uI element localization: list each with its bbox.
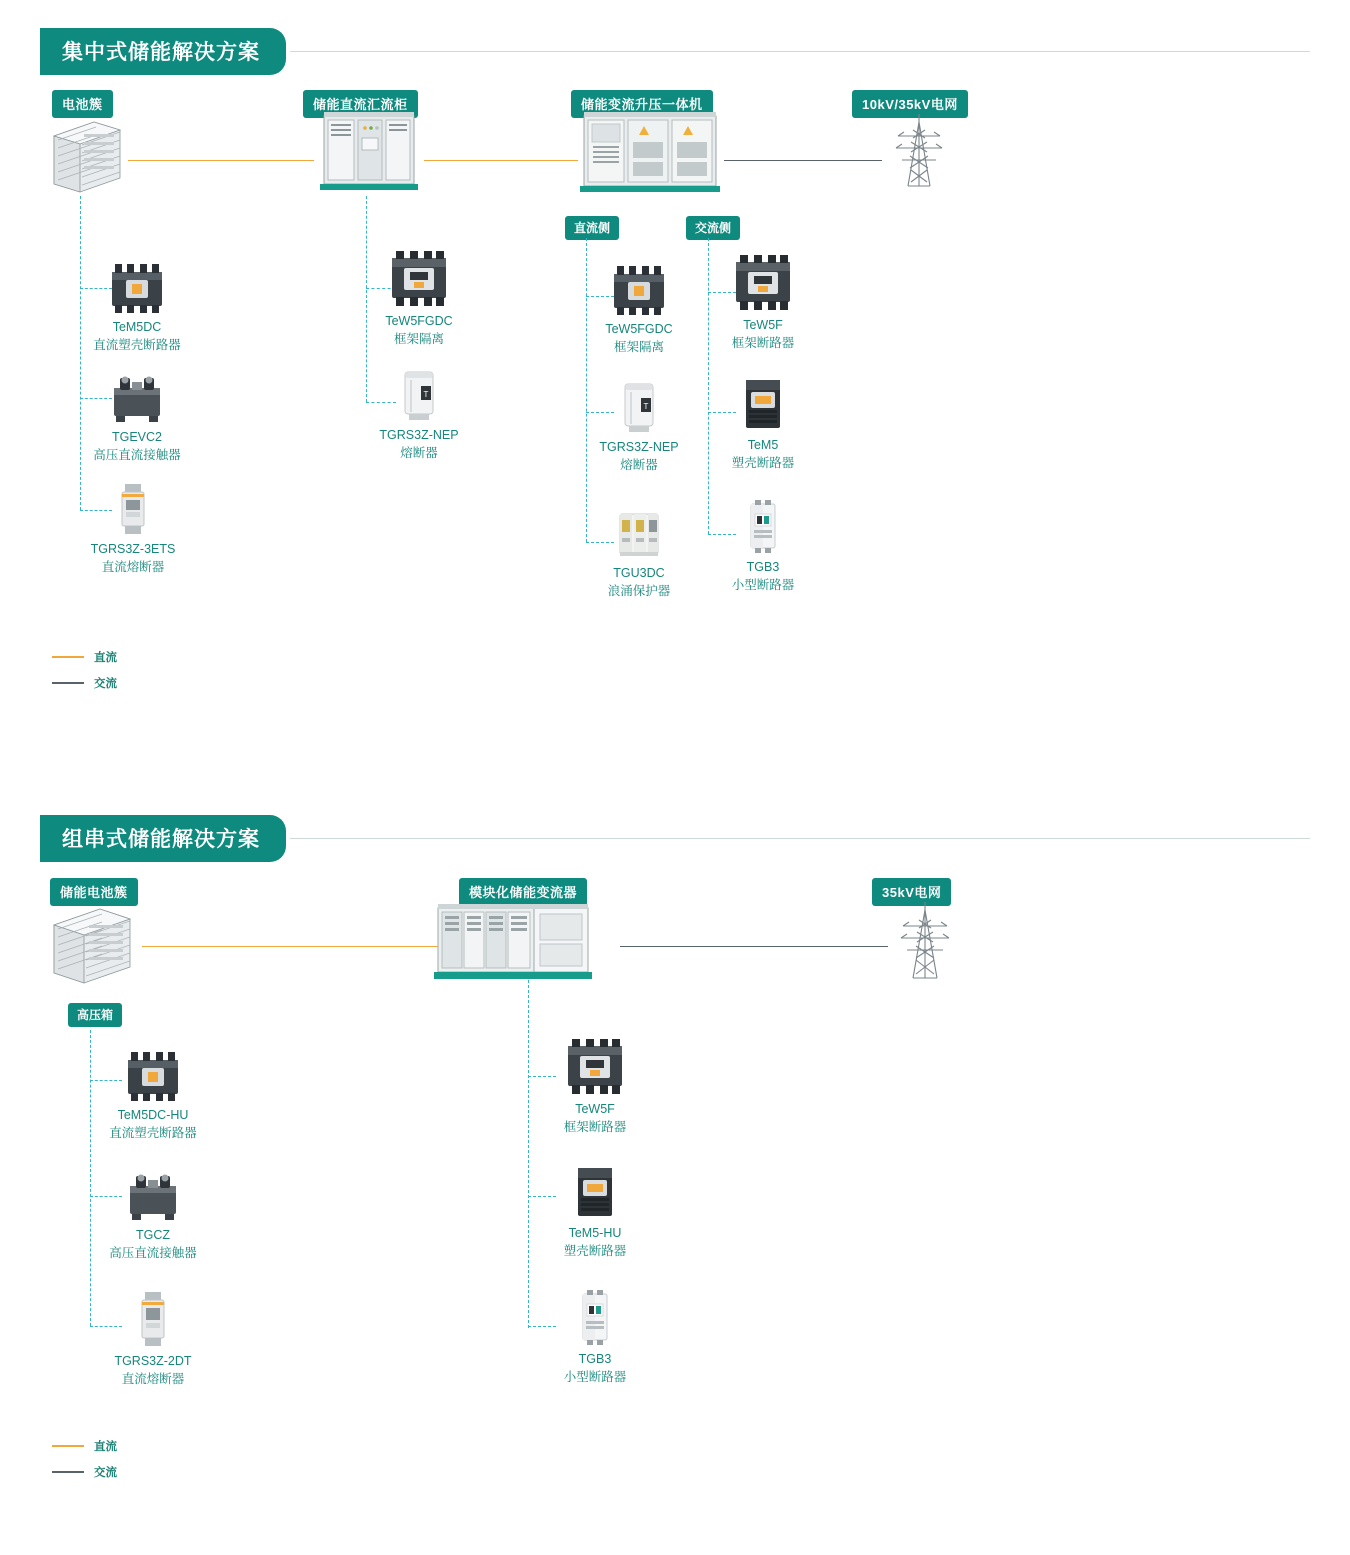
product-tew5f-ac <box>688 254 838 352</box>
product-desc: 直流熔断器 <box>101 560 165 575</box>
legend-row-dc-2 <box>52 1437 117 1455</box>
product-desc: 熔断器 <box>400 446 438 461</box>
legend-section-2 <box>52 1437 117 1489</box>
product-name: TeM5DC <box>112 320 162 334</box>
molded-case-breaker-dark-icon <box>520 1162 670 1220</box>
product-tgevc2 <box>62 366 212 464</box>
svg-text:T: T <box>643 402 649 411</box>
product-desc: 框架隔离 <box>393 332 444 347</box>
section-title-row-2 <box>40 815 1310 862</box>
branch-trunk-pcs-2 <box>528 980 529 1328</box>
legend-row-ac-2 <box>52 1463 117 1481</box>
miniature-circuit-breaker-icon <box>520 1288 670 1346</box>
stage-label-battery-cluster: 电池簇 <box>52 90 113 118</box>
transmission-tower-image <box>884 112 954 188</box>
product-desc: 框架隔离 <box>613 340 664 355</box>
product-name: TGCZ <box>135 1228 171 1242</box>
product-name: TeM5DC-HU <box>117 1108 189 1122</box>
legend-label-ac-2: 交流 <box>94 1467 117 1479</box>
section-title: 集中式储能解决方案 <box>40 28 286 75</box>
product-name: TeW5FGDC <box>605 322 673 336</box>
product-tem5-ac <box>688 374 838 472</box>
dc-contactor-icon <box>78 1164 228 1222</box>
product-desc: 塑壳断路器 <box>731 456 795 471</box>
battery-cluster-image <box>48 118 126 194</box>
product-name: TGB3 <box>578 1352 612 1366</box>
section-title-2: 组串式储能解决方案 <box>40 815 286 862</box>
product-name: TGRS3Z-3ETS <box>90 542 176 556</box>
legend-swatch-dc-2 <box>52 1445 84 1447</box>
title-divider <box>290 51 1310 52</box>
product-name: TeM5 <box>747 438 779 452</box>
product-desc: 框架断路器 <box>563 1120 627 1135</box>
product-name: TeW5FGDC <box>385 314 453 328</box>
modular-pcs-image <box>434 900 594 986</box>
stage-label-grid: 10kV/35kV电网 <box>852 90 968 118</box>
legend-label-ac: 交流 <box>94 678 117 690</box>
product-desc: 高压直流接触器 <box>93 448 181 463</box>
side-label-ac: 交流侧 <box>686 216 740 240</box>
stage-label-ess-battery-cluster: 储能电池簇 <box>50 878 138 906</box>
legend-row-ac <box>52 674 117 692</box>
cylindrical-fuse-icon <box>344 364 494 422</box>
product-name: TeW5F <box>743 318 783 332</box>
dc-combiner-cabinet-image <box>318 112 422 194</box>
product-desc: 直流塑壳断路器 <box>109 1126 197 1141</box>
product-desc: 直流塑壳断路器 <box>93 338 181 353</box>
title-divider-2 <box>290 838 1310 839</box>
molded-case-breaker-dark-icon <box>688 374 838 432</box>
product-desc: 框架断路器 <box>731 336 795 351</box>
legend-label-dc: 直流 <box>94 652 117 664</box>
product-desc: 熔断器 <box>620 458 658 473</box>
product-name: TGRS3Z-NEP <box>379 428 459 442</box>
product-tem5dc-hu <box>78 1044 228 1142</box>
section-title-row <box>40 28 1310 75</box>
battery-cluster-image-2 <box>48 905 136 985</box>
product-desc: 浪涌保护器 <box>607 584 671 599</box>
product-desc: 直流熔断器 <box>121 1372 185 1387</box>
product-tgrs3z-nep-combiner <box>344 364 494 462</box>
svg-text:T: T <box>423 390 429 399</box>
product-tgrs3z-2dt <box>78 1290 228 1388</box>
stage-label-pcs-integrated: 储能变流升压一体机 <box>571 90 713 118</box>
dc-line-battery-to-combiner <box>128 160 314 161</box>
side-label-hv-box: 高压箱 <box>68 1003 122 1027</box>
stage-label-dc-combiner: 储能直流汇流柜 <box>303 90 418 118</box>
side-label-dc: 直流侧 <box>565 216 619 240</box>
air-circuit-breaker-icon <box>520 1038 670 1096</box>
product-name: TGB3 <box>746 560 780 574</box>
product-name: TGRS3Z-2DT <box>114 1354 192 1368</box>
molded-case-circuit-breaker-icon <box>62 256 212 314</box>
product-desc: 小型断路器 <box>731 578 795 593</box>
dc-line-combiner-to-pcs <box>424 160 578 161</box>
legend-section-1 <box>52 648 117 700</box>
ac-line-pcs-to-grid-2 <box>620 946 888 947</box>
legend-swatch-ac-2 <box>52 1471 84 1473</box>
stage-label-modular-pcs: 模块化储能变流器 <box>459 878 587 906</box>
product-tgrs3z-3ets <box>58 478 208 576</box>
product-tew5fgdc-combiner <box>344 250 494 348</box>
product-desc: 高压直流接触器 <box>109 1246 197 1261</box>
product-tem5dc <box>62 256 212 354</box>
legend-swatch-ac <box>52 682 84 684</box>
pcs-integrated-image <box>580 110 720 195</box>
product-name: TGU3DC <box>613 566 665 580</box>
product-desc: 小型断路器 <box>563 1370 627 1385</box>
air-circuit-breaker-icon <box>688 254 838 312</box>
air-circuit-breaker-icon <box>344 250 494 308</box>
dc-line-battery-to-pcs-2 <box>142 946 438 947</box>
transmission-tower-image-2 <box>890 900 960 980</box>
legend-row-dc <box>52 648 117 666</box>
legend-swatch-dc <box>52 656 84 658</box>
miniature-circuit-breaker-icon <box>688 496 838 554</box>
fuse-link-icon <box>78 1290 228 1348</box>
product-tem5-hu <box>520 1162 670 1260</box>
dc-contactor-icon <box>62 366 212 424</box>
molded-case-circuit-breaker-icon <box>78 1044 228 1102</box>
product-tgb3-2 <box>520 1288 670 1386</box>
ac-line-pcs-to-grid <box>724 160 882 161</box>
product-name: TGEVC2 <box>111 430 162 444</box>
product-tew5f-2 <box>520 1038 670 1136</box>
fuse-link-icon <box>58 478 208 536</box>
product-name: TeM5-HU <box>568 1226 622 1240</box>
product-desc: 塑壳断路器 <box>563 1244 627 1259</box>
product-name: TGRS3Z-NEP <box>599 440 679 454</box>
product-tgcz <box>78 1164 228 1262</box>
legend-label-dc-2: 直流 <box>94 1441 117 1453</box>
product-tgb3-ac <box>688 496 838 594</box>
stage-label-grid-35kv: 35kV电网 <box>872 878 951 906</box>
product-name: TeW5F <box>575 1102 615 1116</box>
